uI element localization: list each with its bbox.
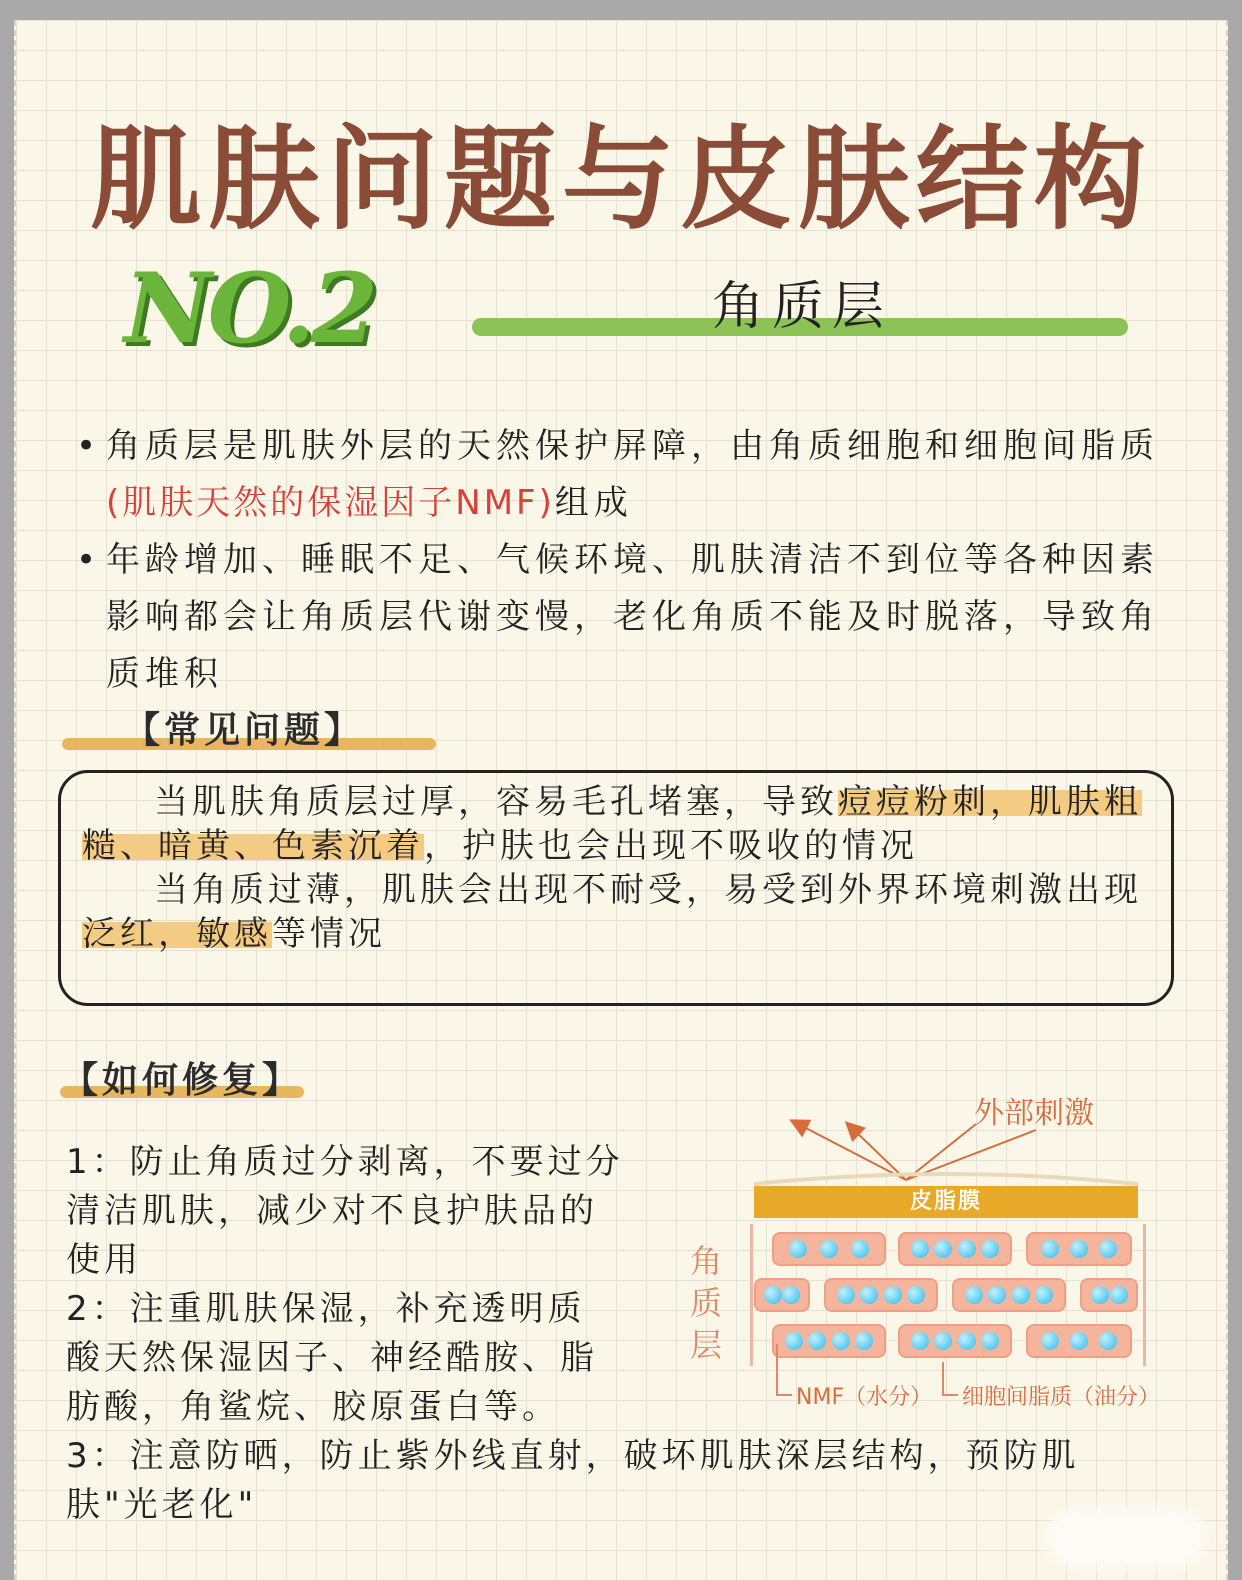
nmf-drop-icon [1099, 1332, 1117, 1350]
corneocyte-cell [1026, 1324, 1132, 1358]
corneocyte-cell [898, 1324, 1012, 1358]
corneocyte-cell [952, 1278, 1066, 1312]
blurred-watermark [1046, 1508, 1206, 1568]
corneocyte-cell [1026, 1232, 1132, 1266]
highlighted-text: 痘痘粉刺，肌肤粗糙、暗黄、色素沉着 [82, 782, 1142, 866]
skin-structure-diagram [666, 1080, 1166, 1420]
nmf-drop-icon [934, 1332, 952, 1350]
common-problems-text [82, 780, 1162, 956]
nmf-drop-icon [808, 1332, 826, 1350]
nmf-drop-icon [1099, 1240, 1117, 1258]
nmf-drop-icon [789, 1240, 807, 1258]
nmf-drop-icon [820, 1240, 838, 1258]
nmf-drop-icon [965, 1286, 983, 1304]
common-problems-heading: 【常见问题】 [124, 710, 365, 751]
stratum-corneum-label: 角质层 [689, 1242, 722, 1364]
text-span: 当角质过薄，肌肤会出现不耐受，易受到外界环境刺激出现 [154, 870, 1142, 910]
nmf-drop-icon [1070, 1332, 1088, 1350]
bullet-dot-icon: • [76, 426, 102, 466]
corneocyte-cell [1080, 1278, 1138, 1312]
nmf-drop-icon [1070, 1240, 1088, 1258]
nmf-drop-icon [1012, 1286, 1030, 1304]
corneocyte-cell [898, 1232, 1012, 1266]
nmf-drop-icon [855, 1332, 873, 1350]
repair-line: 3：注意防晒，防止紫外线直射，破坏肌肤深层结构，预防肌 [66, 1436, 1080, 1476]
lipid-label: 细胞间脂质（油分） [962, 1385, 1161, 1410]
section-subtitle: 角质层 [712, 277, 893, 337]
bullet-text: 年龄增加、睡眠不足、气候环境、肌肤清洁不到位等各种因素影响都会让角质层代谢变慢，老化角质不能及时脱落，导致角质堆积 [106, 540, 1159, 694]
nmf-drop-icon [934, 1240, 952, 1258]
repair-line: 清洁肌肤，减少对不良护肤品的 [66, 1191, 598, 1231]
nmf-drop-icon [911, 1332, 929, 1350]
page-title: 肌肤问题与皮肤结构 [90, 115, 1152, 245]
repair-line: 肪酸，角鲨烷、胶原蛋白等。 [66, 1387, 560, 1427]
nmf-drop-icon [1035, 1286, 1053, 1304]
repair-heading: 【如何修复】 [62, 1060, 303, 1101]
nmf-drop-icon [782, 1286, 800, 1304]
nmf-drop-icon [1110, 1286, 1128, 1304]
page-canvas [14, 20, 1228, 1580]
nmf-drop-icon [981, 1240, 999, 1258]
nmf-drop-icon [911, 1240, 929, 1258]
external-stimulus-label: 外部刺激 [974, 1096, 1094, 1131]
intro-bullets [76, 418, 1186, 703]
sebum-film-label: 皮脂膜 [754, 1186, 1138, 1218]
nmf-drop-icon [851, 1240, 869, 1258]
bullet-text: 角质层是肌肤外层的天然保护屏障，由角质细胞和细胞间脂质 [106, 426, 1159, 466]
bullet-item [76, 418, 1186, 532]
corneocyte-cell [754, 1278, 810, 1312]
nmf-drop-icon [958, 1332, 976, 1350]
nmf-pointer [776, 1344, 792, 1396]
lipid-pointer [942, 1362, 958, 1396]
text-span: 等情况 [272, 914, 386, 954]
nmf-drop-icon [988, 1286, 1006, 1304]
repair-line: 肤"光老化" [66, 1485, 258, 1525]
corneocyte-cell [824, 1278, 938, 1312]
nmf-drop-icon [764, 1286, 782, 1304]
bullet-dot-icon: • [76, 540, 102, 580]
nmf-drop-icon [837, 1286, 855, 1304]
highlighted-text: 泛红，敏感 [82, 914, 272, 954]
nmf-drop-icon [1041, 1332, 1059, 1350]
nmf-drop-icon [907, 1286, 925, 1304]
nmf-drop-icon [884, 1286, 902, 1304]
paragraph [82, 780, 1162, 868]
section-number: NO.2 [124, 252, 374, 365]
repair-line: 酸天然保湿因子、神经酷胺、脂 [66, 1338, 598, 1378]
nmf-drop-icon [958, 1240, 976, 1258]
bullet-red-text: (肌肤天然的保湿因子NMF) [106, 483, 555, 523]
nmf-drop-icon [860, 1286, 878, 1304]
nmf-drop-icon [1041, 1240, 1059, 1258]
nmf-drop-icon [832, 1332, 850, 1350]
corneocyte-cell [772, 1232, 886, 1266]
text-span: ，护肤也会出现不吸收的情况 [424, 826, 918, 866]
bullet-text-end: 组成 [554, 483, 633, 523]
paragraph [82, 868, 1162, 956]
nmf-drop-icon [1091, 1286, 1109, 1304]
repair-line: 1：防止角质过分剥离，不要过分 [66, 1142, 624, 1182]
text-span: 当肌肤角质层过厚，容易毛孔堵塞，导致 [154, 782, 838, 822]
repair-line: 使用 [66, 1240, 142, 1280]
bullet-item [76, 532, 1186, 703]
repair-line: 2：注重肌肤保湿，补充透明质 [66, 1289, 586, 1329]
nmf-drop-icon [981, 1332, 999, 1350]
nmf-label: NMF（水分） [796, 1385, 933, 1410]
